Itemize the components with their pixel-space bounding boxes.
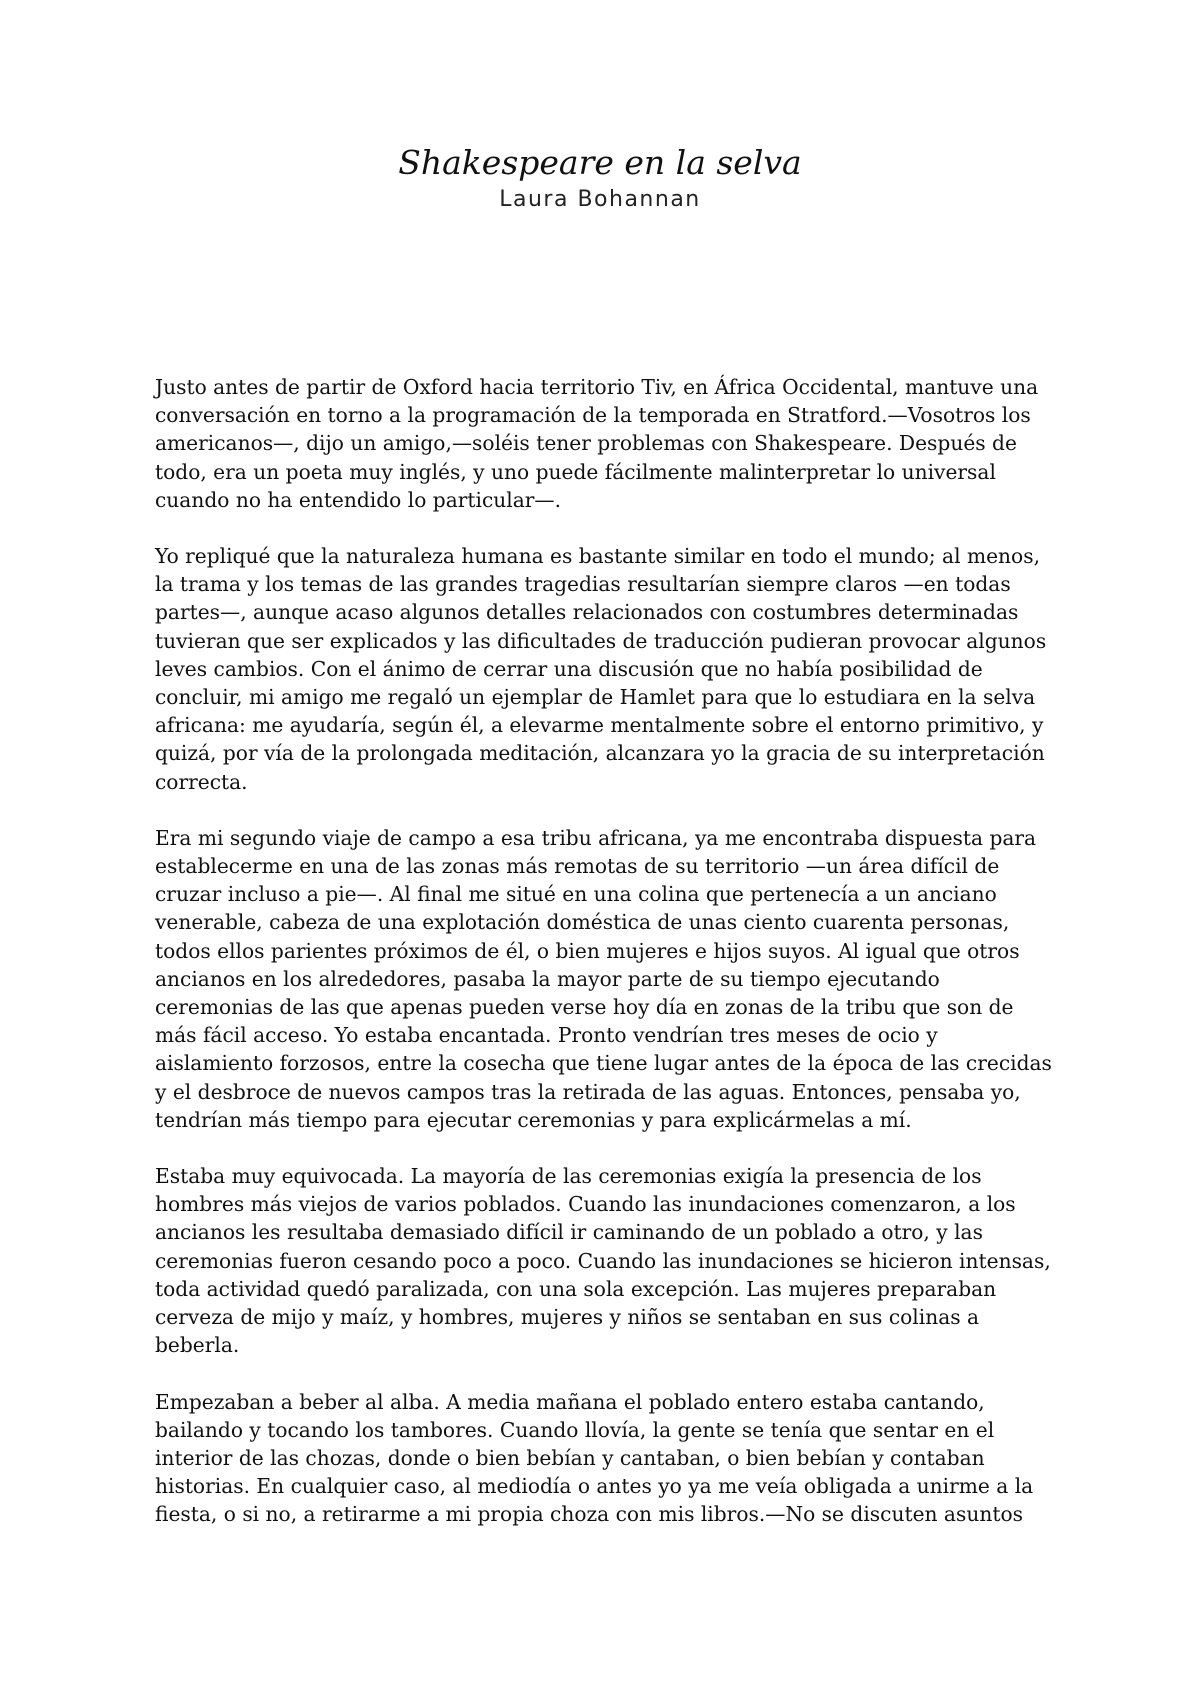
paragraph: Justo antes de partir de Oxford hacia territorio Tiv, en África Occidental, mantuve una conversación en torno a la programación de la temporada en Stratford.—Vosotros los americanos—, dijo un amigo,—soléis tener problemas con Shakespeare. Después de todo, era un poeta muy inglés, y uno puede fácilmente malinterpretar lo universal cuando no ha entendido lo particular—. [155, 375, 1039, 512]
document-title: Shakespeare en la selva [398, 143, 802, 182]
document-author: Laura Bohannan [499, 187, 701, 212]
title-block [0, 142, 1200, 214]
paragraph: Era mi segundo viaje de campo a esa tribu africana, ya me encontraba dispuesta para establecerme en una de las zonas más remotas de su territorio —un área difícil de cruzar incluso a pie—. Al final me situé en una colina que pertenecía a un anciano venerable, cabeza de una explotación doméstica de unas ciento cuarenta personas, todos ellos parientes próximos de él, o bien mujeres e hijos suyos. Al igual que otros ancianos en los alrededores, pasaba la mayor parte de su tiempo ejecutando ceremonias de las que apenas pueden verse hoy día en zonas de la tribu que son de más fácil acceso. Yo estaba encantada. Pronto vendrían tres meses de ocio y aislamiento forzosos, entre la cosecha que tiene lugar antes de la época de las crecidas y el desbroce de nuevos campos tras la retirada de las aguas. Entonces, pensaba yo, tendrían más tiempo para ejecutar ceremonias y para explicármelas a mí. [155, 825, 1052, 1132]
document-body [155, 373, 1055, 1557]
paragraph: Yo repliqué que la naturaleza humana es bastante similar en todo el mundo; al menos, la trama y los temas de las grandes tragedias resultarían siempre claros —en todas partes—, aunque acaso algunos detalles relacionados con costumbres determinadas tuvieran que ser explicados y las dificultades de traducción pudieran provocar algunos leves cambios. Con el ánimo de cerrar una discusión que no había posibilidad de concluir, mi amigo me regaló un ejemplar de Hamlet para que lo estudiara en la selva africana: me ayudaría, según él, a elevarme mentalmente sobre el entorno primitivo, y quizá, por vía de la prolongada meditación, alcanzara yo la gracia de su interpretación correcta. [155, 544, 1047, 794]
paragraph: Estaba muy equivocada. La mayoría de las ceremonias exigía la presencia de los hombres más viejos de varios poblados. Cuando las inundaciones comenzaron, a los ancianos les resultaba demasiado difícil ir caminando de un poblado a otro, y las ceremonias fueron cesando poco a poco. Cuando las inundaciones se hicieron intensas, toda actividad quedó paralizada, con una sola excepción. Las mujeres preparaban cerveza de mijo y maíz, y hombres, mujeres y niños se sentaban en sus colinas a beberla. [155, 1164, 1051, 1358]
paragraph: Empezaban a beber al alba. A media mañana el poblado entero estaba cantando, bailando y tocando los tambores. Cuando llovía, la gente se tenía que sentar en el interior de las chozas, donde o bien bebían y cantaban, o bien bebían y contaban historias. En cualquier caso, al mediodía o antes yo ya me veía obligada a unirme a la fiesta, o si no, a retirarme a mi propia choza con mis libros.—No se discuten asuntos [155, 1389, 1034, 1527]
